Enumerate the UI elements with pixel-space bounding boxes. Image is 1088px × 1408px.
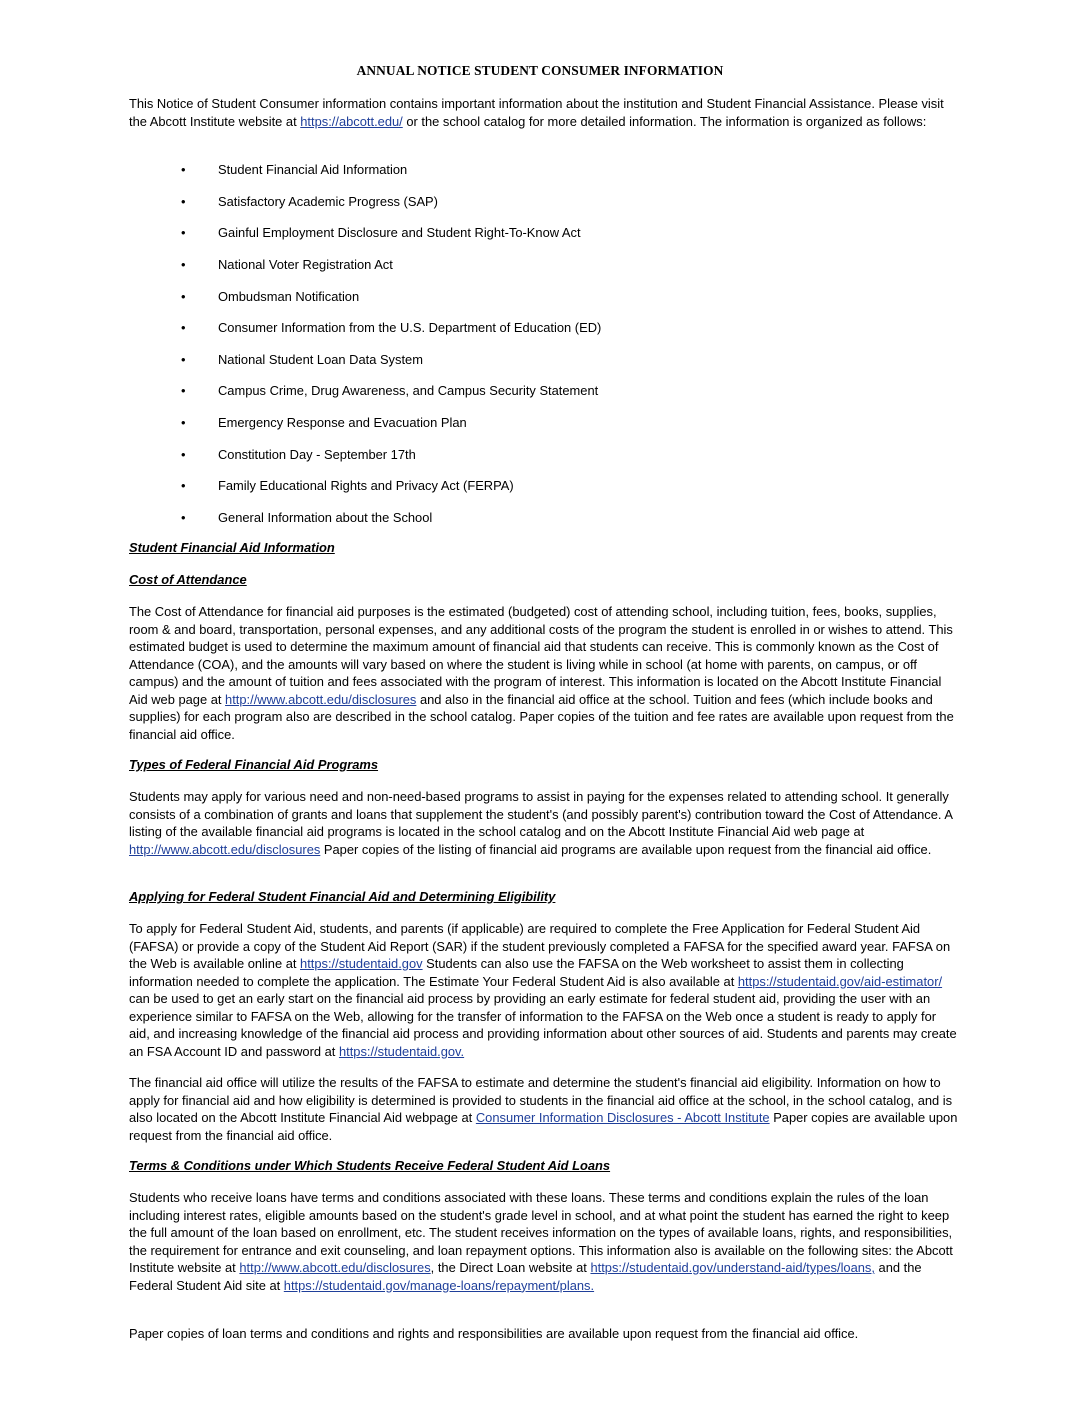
list-item: National Voter Registration Act: [218, 257, 393, 272]
consumer-disclosures-link[interactable]: Consumer Information Disclosures - Abcott Institute: [475, 1110, 770, 1125]
bullet-icon: •: [181, 447, 186, 462]
list-item: Gainful Employment Disclosure and Student Right-To-Know Act: [218, 225, 581, 240]
list-item: Ombudsman Notification: [218, 289, 360, 304]
bullet-icon: •: [181, 383, 186, 398]
bullet-icon: •: [181, 415, 186, 430]
abcott-website-link[interactable]: https://abcott.edu/: [300, 113, 403, 129]
aid-estimator-link[interactable]: https://studentaid.gov/aid-estimator/: [737, 973, 943, 989]
applying-paragraph: [129, 920, 959, 1060]
intro-paragraph: [129, 95, 959, 130]
bullet-icon: •: [181, 320, 186, 335]
list-item: General Information about the School: [218, 510, 433, 525]
section-heading-applying: Applying for Federal Student Financial Aid and Determining Eligibility: [129, 889, 556, 904]
bullet-icon: •: [181, 478, 186, 493]
list-item: Family Educational Rights and Privacy Act (FERPA): [218, 478, 514, 493]
section-heading-cost-of-attendance: Cost of Attendance: [129, 572, 247, 587]
list-item: Constitution Day - September 17th: [218, 447, 416, 462]
eligibility-paragraph: [129, 1074, 959, 1144]
types-text-1: Students may apply for various need and non-need-based programs to assist in paying for the expenses related to attending school. It generally consists of a combination of grants and loans that supplement the student's (and possibly parent's) contribution toward the Cost of Attendance. A listing of the available financial aid programs is located in the school catalog and on the Abcott Institute Financial Aid web page at: [129, 789, 953, 839]
list-item: National Student Loan Data System: [218, 352, 423, 367]
bullet-icon: •: [181, 225, 186, 240]
bullet-icon: •: [181, 510, 186, 525]
disclosures-link[interactable]: http://www.abcott.edu/disclosures: [129, 841, 321, 857]
studentaid-account-link[interactable]: https://studentaid.gov.: [338, 1043, 465, 1059]
intro-text-after: or the school catalog for more detailed information. The information is organized as follows:: [402, 113, 927, 129]
terms-text-1: Students who receive loans have terms and conditions associated with these loans. These terms and conditions explain the rules of the loan including interest rates, eligible amounts based on the student's grade level in school, and at what point the student has earned the right to keep the full amount of the loan based on enrollment, etc. The student receives information on the types of available loans, rights, and responsibilities, the requirement for entrance and exit counseling, and loan repayment options. This information also is available on the following sites: the Abcott Institute website at: [129, 1190, 953, 1275]
repayment-plans-link[interactable]: https://studentaid.gov/manage-loans/repayment/plans.: [283, 1277, 595, 1293]
coa-text-2: and also in the financial aid office at the school. Tuition and fees (which include books and supplies) for each program also are described in the school catalog. Paper copies of the tuition and fee rates are available upon request from the financial aid office.: [129, 691, 954, 742]
bullet-icon: •: [181, 162, 186, 177]
section-heading-types-of-aid: Types of Federal Financial Aid Programs: [129, 757, 379, 772]
list-item: Satisfactory Academic Progress (SAP): [218, 194, 438, 209]
bullet-icon: •: [181, 257, 186, 272]
coa-text-1: The Cost of Attendance for financial aid purposes is the estimated (budgeted) cost of attending school, including tuition, fees, books, supplies, room & and board, transportation, personal expenses, and any additional costs of the program the student is enrolled in or wishes to attend. This estimated budget is used to determine the maximum amount of financial aid that students can receive. This is commonly known as the Cost of Attendance (COA), and the amounts will vary based on where the student is living while in school (at home with parents, on campus, or off campus) and the amount of tuition and fees associated with the program of interest. This information is located on the Abcott Institute Financial Aid web page at: [129, 604, 953, 707]
disclosures-link[interactable]: http://www.abcott.edu/disclosures: [239, 1260, 431, 1275]
applying-text-2: Students can also use the FAFSA on the Web worksheet to assist them in collecting information needed to complete the application. The Estimate Your Federal Student Aid is also available at: [129, 956, 904, 989]
intro-text-before: This Notice of Student Consumer information contains important information about the institution and Student Financial Assistance. Please visit the Abcott Institute website at: [129, 96, 944, 129]
terms-paragraph: [129, 1189, 959, 1294]
disclosures-link[interactable]: http://www.abcott.edu/disclosures: [225, 691, 417, 707]
list-item: Consumer Information from the U.S. Department of Education (ED): [218, 320, 602, 335]
paper-copies-paragraph: Paper copies of loan terms and conditions and rights and responsibilities are available upon request from the financial aid office.: [129, 1326, 859, 1341]
section-heading-student-financial-aid: Student Financial Aid Information: [129, 540, 335, 555]
types-of-aid-paragraph: [129, 788, 959, 858]
section-heading-terms-conditions: Terms & Conditions under Which Students Receive Federal Student Aid Loans: [129, 1158, 611, 1173]
list-item: Emergency Response and Evacuation Plan: [218, 415, 467, 430]
types-text-2: Paper copies of the listing of financial aid programs are available upon request from the financial aid office.: [320, 841, 932, 857]
list-item: Campus Crime, Drug Awareness, and Campus Security Statement: [218, 383, 599, 398]
cost-of-attendance-paragraph: [129, 603, 959, 743]
eligibility-text-2: Paper copies are available upon request from the financial aid office.: [129, 1110, 958, 1143]
document-title: ANNUAL NOTICE STUDENT CONSUMER INFORMATION: [356, 63, 724, 78]
applying-text-3: can be used to get an early start on the financial aid process by providing an early estimate for federal student aid, providing the user with an experience similar to FAFSA on the Web, allowing for the transfer of information to the FAFSA on the Web once a student is ready to apply for aid, and increasing knowledge of the financial aid process and providing information about other sources of aid. Students and parents may create an FSA Account ID and password at: [129, 991, 957, 1059]
terms-text-2: , the Direct Loan website at: [430, 1260, 591, 1275]
bullet-icon: •: [181, 289, 186, 304]
list-item: Student Financial Aid Information: [218, 162, 408, 177]
eligibility-text-1: The financial aid office will utilize the results of the FAFSA to estimate and determine the student's financial aid eligibility. Information on how to apply for financial aid and how eligibility is determined is provided to students in the financial aid office at the school, in the school catalog, and is also located on the Abcott Institute Financial Aid webpage at: [129, 1075, 953, 1125]
direct-loan-link[interactable]: https://studentaid.gov/understand-aid/types/loans,: [590, 1260, 875, 1275]
bullet-icon: •: [181, 352, 186, 367]
applying-text-1: To apply for Federal Student Aid, students, and parents (if applicable) are required to complete the Free Application for Federal Student Aid (FAFSA) or provide a copy of the Student Aid Report (SAR) if the student previously completed a FAFSA for the specified award year. FAFSA on the Web is available online at: [129, 921, 951, 971]
bullet-icon: •: [181, 194, 186, 209]
studentaid-link[interactable]: https://studentaid.gov: [300, 956, 423, 971]
terms-text-3: and the Federal Student Aid site at: [129, 1260, 922, 1293]
